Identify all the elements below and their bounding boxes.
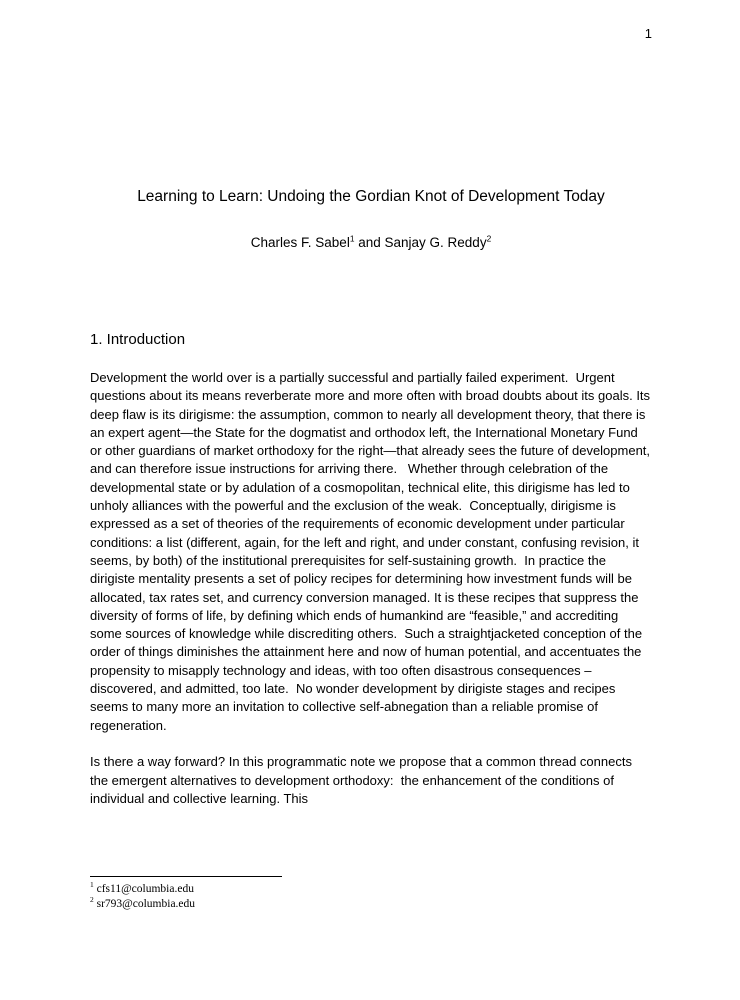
footnote-1-marker: 1	[90, 880, 94, 890]
footnote-1-email: cfs11@columbia.edu	[96, 883, 194, 895]
author-1-name: Charles F. Sabel	[250, 235, 350, 250]
footnote-2-marker: 2	[90, 895, 94, 905]
page-number: 1	[644, 26, 652, 41]
footnote-2-email: sr793@columbia.edu	[96, 898, 196, 910]
footnote-area	[90, 876, 652, 912]
author-2-name: Sanjay G. Reddy	[384, 235, 487, 250]
paragraph-1: Development the world over is a partially successful and partially failed experiment. Urgent questions about its means reverberate more and more often with broad doubts about its goals. Its deep flaw is its dirigisme: the assumption, common to nearly all development theory, that there is an expert agent—the State for the dogmatist and orthodox left, the International Monetary Fund or other guardians of market orthodoxy for the right—that already sees the future of development, and can therefore issue instructions for arriving there. Whether through celebration of the developmental state or by adulation of a cosmopolitan, technical elite, this dirigisme has led to unholy alliances with the powerful and the exclusion of the weak. Conceptually, dirigisme is expressed as a set of theories of the requirements of economic development under particular conditions: a list (different, again, for the left and right, and under constant, confusing revision, it seems, by both) of the institutional prerequisites for self-sustaining growth. In practice the dirigiste mentality presents a set of policy recipes for determining how investment funds will be allocated, tax rates set, and currency conversion managed. It is these recipes that suppress the diversity of forms of life, by defining which ends of humankind are “feasible,” and accrediting some sources of knowledge while discrediting others. Such a straightjacketed conception of the order of things diminishes the attainment here and now of human potential, and accentuates the propensity to misapply technology and ideas, with too often disastrous consequences – discovered, and admitted, too late. No wonder development by dirigiste stages and recipes seems to many more an invitation to collective self-abnegation than a reliable promise of regeneration.	[90, 370, 654, 733]
footnote-1	[90, 882, 652, 897]
section-heading-introduction: 1. Introduction	[90, 331, 186, 348]
footnote-2	[90, 897, 652, 912]
authors-connector: and	[354, 235, 385, 250]
author-1-footnote-marker: 1	[349, 233, 355, 244]
paper-title: Learning to Learn: Undoing the Gordian Knot of Development Today	[137, 188, 605, 205]
footnote-separator-line	[90, 876, 282, 877]
authors-line	[90, 234, 652, 252]
author-2-footnote-marker: 2	[486, 233, 492, 244]
paragraph-2: Is there a way forward? In this programmatic note we propose that a common thread connects the emergent alternatives to development orthodoxy: the enhancement of the conditions of individual and collective learning. This	[90, 754, 636, 806]
